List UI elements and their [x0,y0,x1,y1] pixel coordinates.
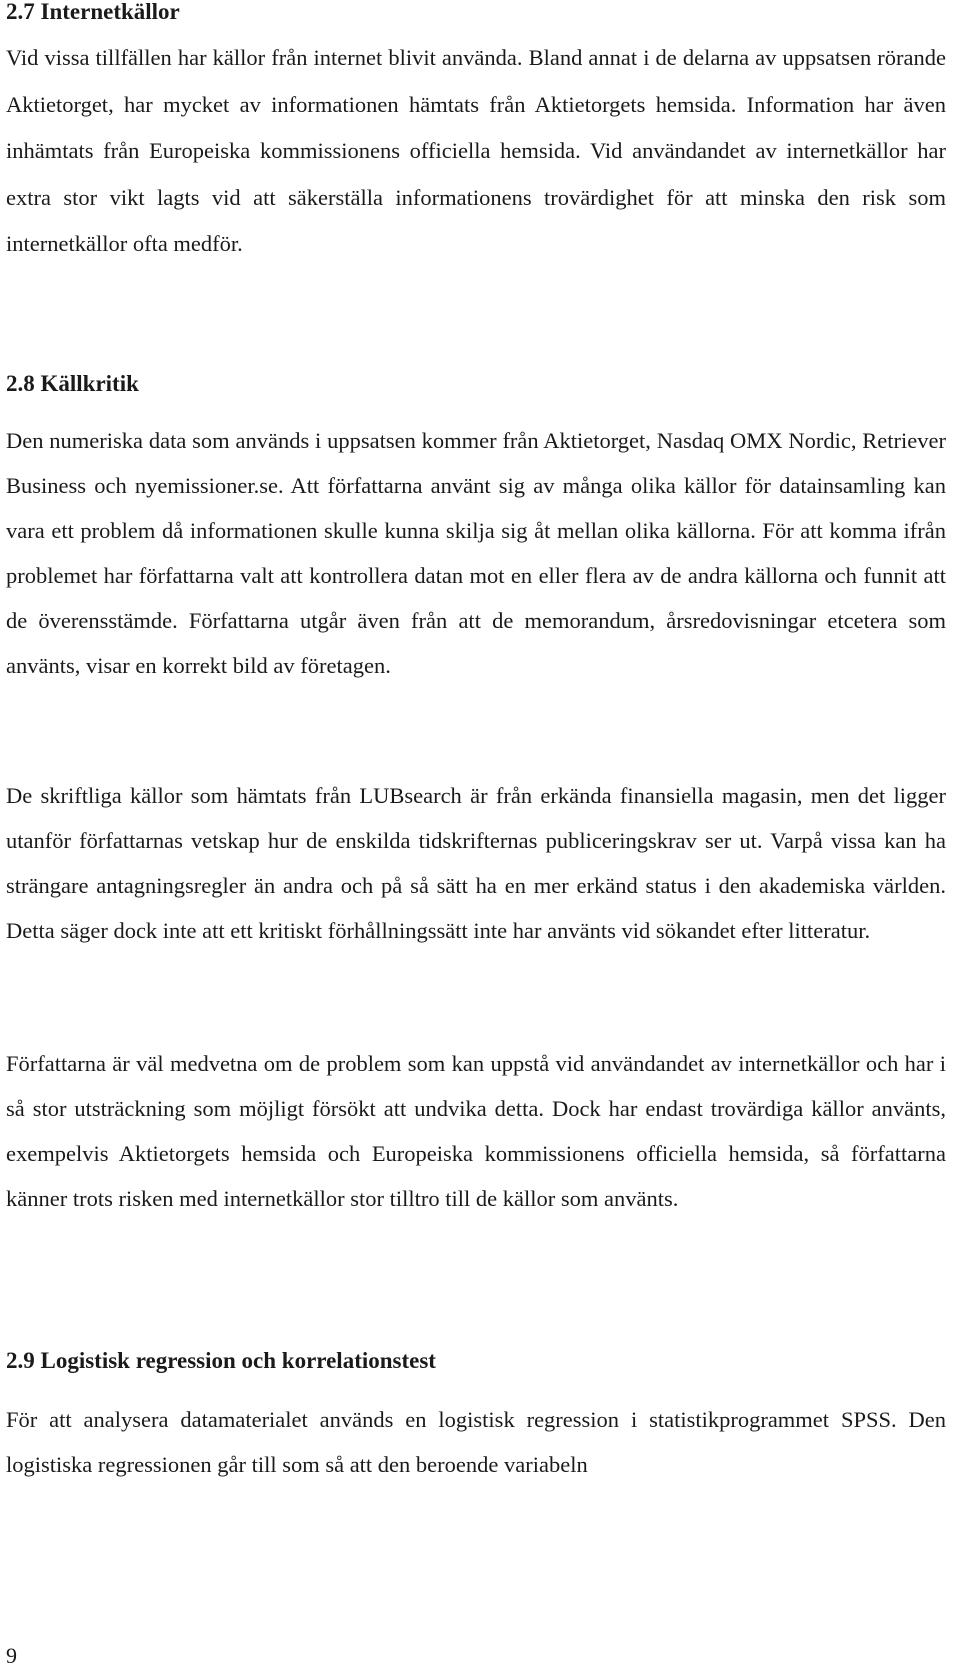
paragraph-kallkritik-1: Den numeriska data som används i uppsatsen kommer från Aktietorget, Nasdaq OMX Nordic, Retriever Business och nyemissioner.se. Att författarna använt sig av många olika källor för datainsamling kan vara ett problem då informationen skulle kunna skilja sig åt mellan olika källorna. För att komma ifrån problemet har författarna valt att kontrollera datan mot en eller flera av de andra källorna och funnit att de överensstämde. Författarna utgår även från att de memorandum, årsredovisningar etcetera som använts, visar en korrekt bild av företagen. [6,428,946,678]
paragraph-kallkritik-3: Författarna är väl medvetna om de problem som kan uppstå vid användandet av internetkällor och har i så stor utsträckning som möjligt försökt att undvika detta. Dock har endast trovärdiga källor använts, exempelvis Aktietorgets hemsida och Europeiska kommissionens officiella hemsida, så författarna känner trots risken med internetkällor stor tilltro till de källor som använts. [6,1051,946,1211]
page-number: 9 [6,1643,17,1668]
section-heading-kallkritik: 2.8 Källkritik [6,371,139,396]
paragraph-kallkritik-2: De skriftliga källor som hämtats från LUBsearch är från erkända finansiella magasin, men det ligger utanför författarnas vetskap hur de enskilda tidskrifternas publiceringskrav ser ut. Varpå vissa kan ha strängare antagningsregler än andra och på så sätt ha en mer erkänd status i den akademiska världen. Detta säger dock inte att ett kritiskt förhållningssätt inte har använts vid sökandet efter litteratur. [6,783,946,943]
paragraph-internetkallor: Vid vissa tillfällen har källor från internet blivit använda. Bland annat i de delarna av uppsatsen rörande Aktietorget, har mycket av informationen hämtats från Aktietorgets hemsida. Information har även inhämtats från Europeiska kommissionens officiella hemsida. Vid användandet av internetkällor har extra stor vikt lagts vid att säkerställa informationens trovärdighet för att minska den risk som internetkällor ofta medför. [6,45,946,256]
section-heading-internetkallor: 2.7 Internetkällor [6,0,180,24]
paragraph-logistisk-regression: För att analysera datamaterialet används en logistisk regression i statistikprogrammet SPSS. Den logistiska regressionen går till som så att den beroende variabeln [6,1407,946,1477]
section-heading-logistisk-regression: 2.9 Logistisk regression och korrelationstest [6,1348,436,1373]
